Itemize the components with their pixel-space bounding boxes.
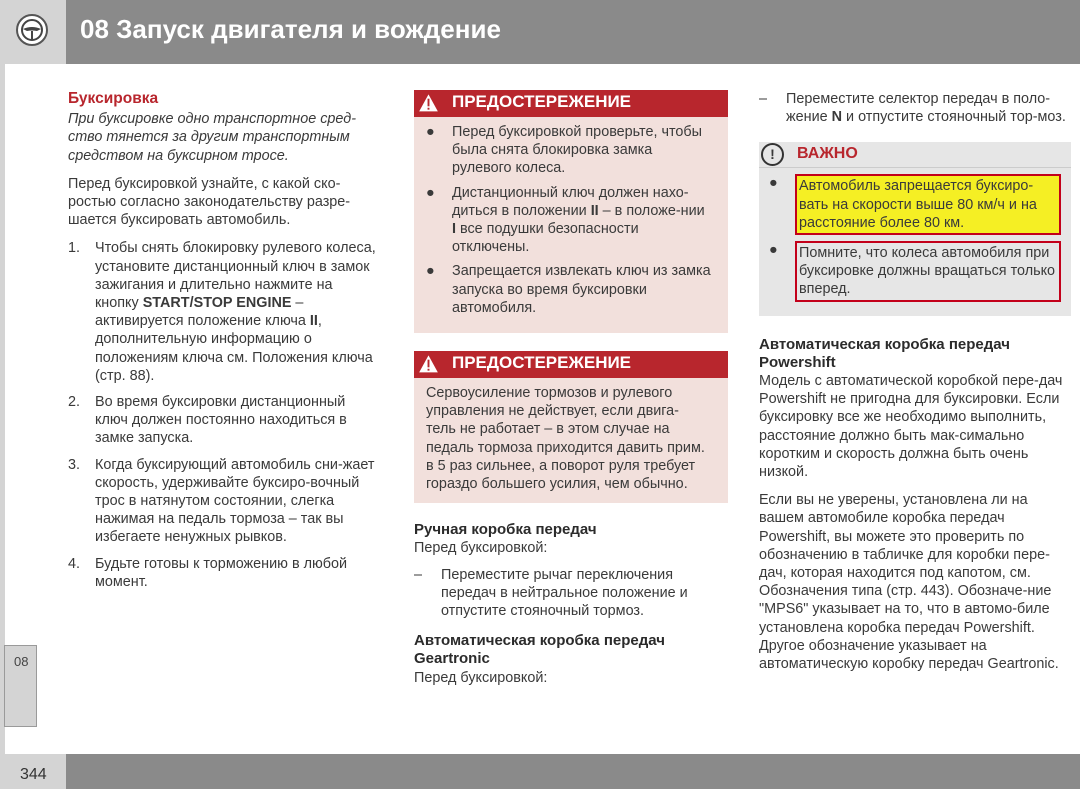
list-item: ● Автомобиль запрещается буксиро-вать на скорости выше 80 км/ч и на расстояние более 80 км.	[769, 174, 1061, 235]
geartronic-heading: Автоматическая коробка передач Geartronic	[414, 632, 665, 668]
list-item: ● Помните, что колеса автомобиля при буксировке должны вращаться только вперед.	[769, 241, 1061, 302]
list-item: ● Перед буксировкой проверьте, чтобы была снята блокировка замка рулевого колеса.	[426, 124, 703, 177]
column-middle	[414, 90, 728, 687]
list-item: 2. Во время буксировки дистанционный ключ должен постоянно находиться в замке запуска.	[68, 394, 347, 447]
list-item: 3. Когда буксирующий автомобиль сни-жает скорость, удерживайте буксиро-вочный трос в натянутом состоянии, слегка нажимая на педаль тормоза – так вы избегаете ненужных рывков.	[68, 456, 375, 546]
warning-triangle-icon	[417, 92, 440, 113]
steering-wheel-icon	[16, 14, 48, 46]
page-title: 08 Запуск двигателя и вождение	[80, 14, 501, 44]
warning-title: ПРЕДОСТЕРЕЖЕНИЕ	[452, 92, 632, 111]
warning-box	[414, 351, 728, 503]
page-number-box	[0, 754, 66, 789]
highlighted-text: Автомобиль запрещается буксиро-вать на скорости выше 80 км/ч и на расстояние более 80 км.	[795, 174, 1061, 235]
list-item: ● Запрещается извлекать ключ из замка запуска во время буксировки автомобиля.	[426, 263, 711, 316]
list-item: 1. Чтобы снять блокировку рулевого колеса, установите дистанционный ключ в замок зажигания и длительно нажмите на кнопку START/STOP ENGINE – активируется положение ключа II, дополнительную информацию о положениям ключа см. Положения ключа (стр. 88).	[68, 240, 376, 384]
page-header	[0, 0, 1080, 64]
warning-header	[414, 351, 728, 378]
important-box	[759, 142, 1071, 315]
body-paragraph: Перед буксировкой узнайте, с какой ско-ростью согласно законодательству разре-шается буксировать автомобиль.	[68, 175, 351, 229]
important-body	[759, 168, 1071, 301]
manual-gearbox-heading: Ручная коробка передач	[414, 521, 597, 539]
boxed-text: Помните, что колеса автомобиля при буксировке должны вращаться только вперед.	[795, 241, 1061, 302]
list-item: – Переместите селектор передач в поло-жение N и отпустите стояночный тор-моз.	[759, 91, 1066, 126]
steps-list	[68, 239, 378, 591]
list-item: 4. Будьте готовы к торможению в любой момент.	[68, 555, 348, 590]
warning-title: ПРЕДОСТЕРЕЖЕНИЕ	[452, 353, 632, 373]
logo-box	[0, 0, 66, 64]
body-paragraph: Если вы не уверены, установлена ли на вашем автомобиле коробка передач Powershift, вы можете это проверить по обозначению в табличке для коробки пере-дач, которая находится под капотом, см. Обозначения типа (стр. 443). Обозначе-ние "MPS6" указывает на то, что в автомо-биле установлена коробка передач Powershift. Другое обозначение указывает на автоматическую коробку передач Geartronic.	[759, 492, 1059, 673]
body-paragraph: Модель с автоматической коробкой пере-дач Powershift не пригодна для буксировки. Если буксировку все же необходимо выполнить, расстояние должно быть мак-симально коротким и скорость должна быть очень низкой.	[759, 373, 1063, 481]
exclamation-icon: !	[761, 143, 784, 166]
chapter-tab[interactable]	[4, 645, 37, 727]
list-item: ● Дистанционный ключ должен нахо-диться в положении II – в положе-нии I все подушки безопасности отключены.	[426, 184, 705, 256]
warning-body	[414, 117, 728, 317]
intro-text: При буксировке одно транспортное сред-ство тянется за другим транспортным средством на буксирном тросе.	[68, 111, 357, 164]
warning-box	[414, 90, 728, 333]
warning-header	[414, 90, 728, 117]
warning-triangle-icon	[417, 353, 440, 374]
page-number: 344	[20, 766, 47, 783]
powershift-heading: Автоматическая коробка передач Powershift	[759, 335, 1010, 371]
warning-text: Сервоусиление тормозов и рулевого управления не действует, если двига-тель не работает – в этом случае на педаль тормоза приходится давить прим. в 5 раз сильнее, а поворот руля требует гораздо большего усилия, чем обычно.	[426, 385, 705, 493]
body-text: Перед буксировкой:	[414, 669, 548, 686]
body-text: Перед буксировкой:	[414, 540, 548, 557]
column-right	[759, 90, 1071, 683]
list-item: – Переместите рычаг переключения передач в нейтральное положение и отпустите стояночный тормоз.	[414, 566, 688, 620]
column-left	[68, 90, 378, 599]
chapter-number: 08	[14, 654, 29, 669]
page-footer	[0, 754, 1080, 789]
section-title: Буксировка	[68, 90, 159, 107]
important-title: ВАЖНО	[797, 145, 858, 163]
important-header	[759, 142, 1071, 168]
